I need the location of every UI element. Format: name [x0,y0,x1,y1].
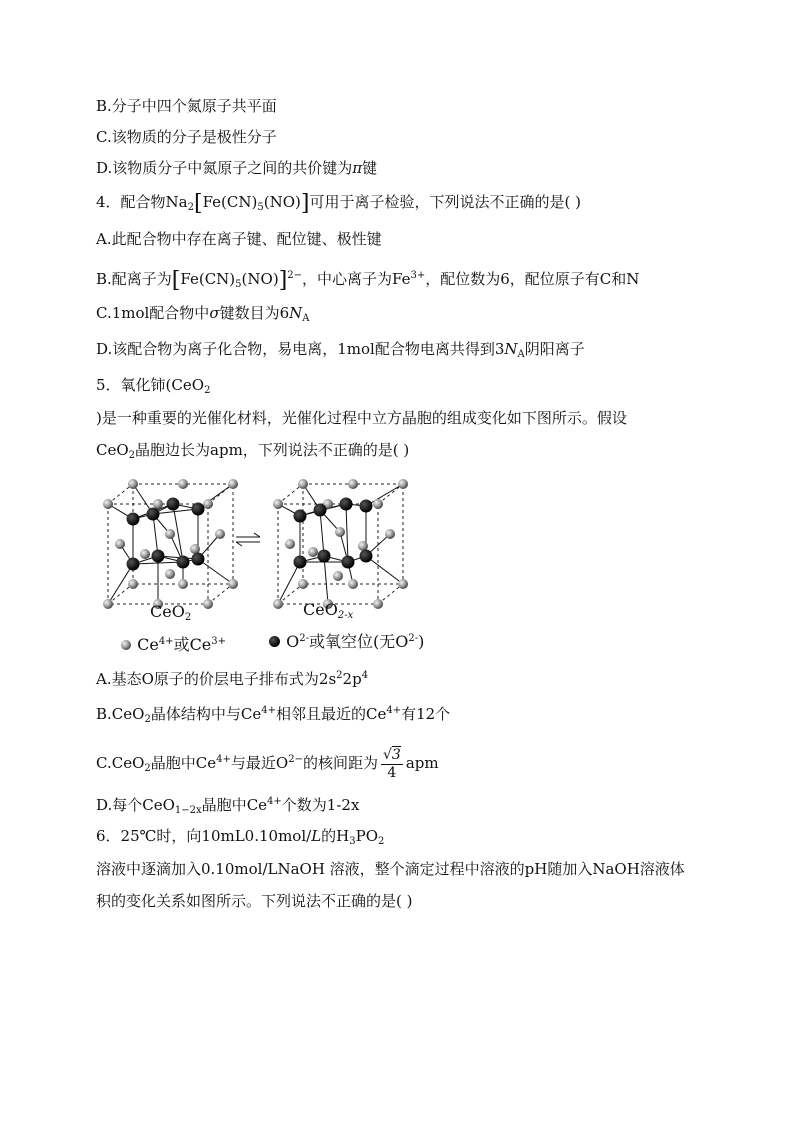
ceo2-label: CeO$_2$ [150,602,192,623]
q3-option-b: B.分子中四个氮原子共平面 [96,97,277,115]
legend-cerium: $Ce^{4+}$或$Ce^{3+}$ [120,632,226,655]
q6-stem-line1: 6．25℃时，向10mL0.10mol/L的$H_3PO_2$ [96,827,385,847]
equilibrium-arrow [236,533,260,546]
q5-option-b: B.CeO$_2$晶体结构中与$Ce^{4+}$相邻且最近的$Ce^{4+}$有12个 [96,705,451,725]
q5-stem-line3: CeO$_2$晶胞边长为apm，下列说法不正确的是( ) [96,441,410,461]
q6-stem-line2: 溶液中逐滴加入0.10mol/LNaOH 溶液，整个滴定过程中溶液的pH随加入NaOH溶液体 [96,860,685,878]
ceo2-x-atoms [273,479,408,609]
q4-option-a: A.此配合物中存在离子键、配位键、极性键 [96,230,382,248]
q4-option-d: D.该配合物为离子化合物，易电离，1mol配合物电离共得到$3N_A$阴阳离子 [96,340,585,360]
legend-oxygen: $O^{2-}$或氧空位(无$O^{2-}$) [268,629,424,652]
q5-option-c: C.CeO$_2$晶胞中$Ce^{4+}$与最近$O^{2-}$的核间距为 $\frac{√3}{4}$ apm [96,746,439,781]
q4-stem: 4．配合物$Na_2[Fe(CN)_5(NO)]$可用于离子检验，下列说法不正确的是( ) [96,191,581,216]
q6-stem-line3: 积的变化关系如图所示。下列说法不正确的是( ) [96,892,413,910]
q3-option-d: D.该物质分子中氮原子之间的共价键为π键 [96,159,378,177]
q5-option-d: D.每个CeO$_{1-2x}$晶胞中$Ce^{4+}$个数为1-2x [96,796,360,816]
ceo2-x-label: CeO$_{2-x}$ [303,600,354,621]
q4-option-b: B.配离子为$[Fe(CN)_5(NO)]^{2-}$，中心离子为$Fe^{3+}$，配位数为6，配位原子有C和N [96,268,640,293]
ceo2-atoms [103,479,238,609]
q5-stem-line2: )是一种重要的光催化材料，光催化过程中立方晶胞的组成变化如下图所示。假设 [96,409,627,427]
crystal-cell-figure [98,474,458,663]
q5-option-a: A.基态O原子的价层电子排布式为$2s^22p^4$ [96,670,369,688]
fraction: $\frac{√3}{4}$ [382,746,401,781]
black-ball-icon [268,635,281,648]
q5-stem-line1: 5．氧化铈(CeO$_2$ [96,376,211,396]
q3-option-c: C.该物质的分子是极性分子 [96,128,277,146]
grey-ball-icon [120,639,132,651]
q4-option-c: C.1mol配合物中σ键数目为$6N_A$ [96,304,310,324]
